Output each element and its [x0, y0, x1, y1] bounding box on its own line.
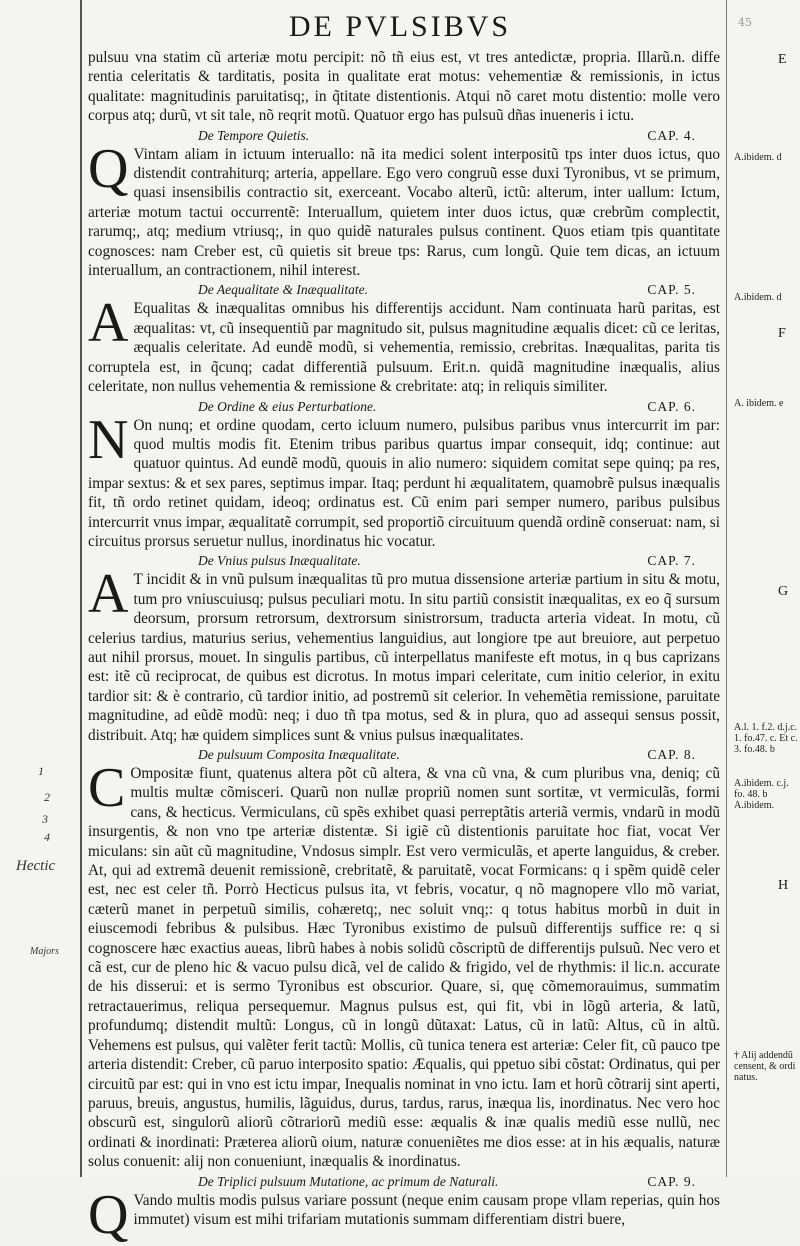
chapter-title: De Tempore Quietis. CAP. 4.: [198, 127, 696, 143]
drop-cap: Q: [88, 137, 129, 200]
right-margin-rule: [726, 0, 727, 1177]
drop-cap: A: [88, 563, 129, 626]
chapter-paragraph: N On nunq; et ordine quodam, certo icluum numero, pulsibus paribus vnus intercurrit im par: quod multis modis fit. Etenim tribus paribus quartus impar consequit, idq; continue: aut quatuor quintus. Ad eundẽ modũ, quouis in alio numero: siquidem comitat sepe quinq; pa res, impar sextus: & et sex pares, septimus impar. Itaq; perdunt hi æqualitatem, quamobrẽ pulsus inæqualis fit, tñ ordo retinet quidam, ideoq; ordinatus est. Cũ enim pari semper numero, paribus pulsibus intercurrit vnus impar, æqualitatẽ corrumpit, sed proportiõ circuituum quendã ordinẽ conseruat: nam, si circuitus prorsus seruetur nullus, inordinatus hic vocatur.: [88, 408, 720, 550]
margin-note: A.ibidem. d: [734, 152, 782, 163]
edge-letter: H: [778, 878, 789, 893]
chapter-paragraph: Q Vintam aliam in ictuum interuallo: nã ita medici solent interpositũ tps inter duos ictus, quo distendit contrahiturq; arteria, appellare. Ego vero congruũ esse duxi Tyronibus, vt se primum, quasi insensibilis contractio sit, exerceant. Vocabo alterũ, ictũ: alterum, inter uallum: Ictum, arteriæ motum tactui occurrentẽ: Interuallum, quietem inter duos ictus, quæ crebrũm complectit, rarumq;, atq; medium vtriusq;, in quo quidẽ naturales pulsus continent. Quos etiam tpis quantitate cognosces: nam Creber est, cũ quietis sit breue tps: Rarus, cum longũ. Quie tem dicas, an ictuum interuallum, an contractionem, nihil interest.: [88, 137, 720, 280]
handwritten-number: 1: [38, 764, 44, 778]
chapter-paragraph: A Equalitas & inæqualitas omnibus his differentijs accidunt. Nam continuata harũ paritas, est æqualitas: vt, cũ insequentiũ par magnitudo sit, pulsus magnitudine æqualis dicet: cũ ce leritas, æqualis celeritate. Ad eundẽ modũ, si vehementia, remissio, crebritas. Inæqualitas, parita tis corruptela est, in q̃cunq; cadat differentiã pulsuum. Erit.n. quidã magnitudine inæqualis, alius celeritate, non nullus vehementia & remissione & crebritate: atq; in reliquis similiter.: [88, 292, 720, 396]
margin-note: A.ibidem. d: [734, 292, 782, 303]
edge-letter: F: [778, 326, 786, 341]
handwritten-note-hectic: Hectic: [16, 858, 56, 874]
chapter-paragraph: C Ompositæ fiunt, quatenus altera põt cũ altera, & vna cũ vna, & cum pluribus vna, deniq; cũ multis multæ cõmisceri. Quarũ non nullæ propriũ nomen sunt sortitæ, vt vermiculãs, formi cans, & hecticus. Vermiculans, cũ spẽs exhibet quasi perreptãtis arteriã vermis, vndarũ in modũ insurgentis, & non vno tpe arteriæ distentæ. Si igiẽ cũ distentionis paruitate hoc fiat, vocat Ver miculans: sin aũt cũ magnitudine, Vndosus simplr. Est vero vermiculãs, et aperte languidus, & creber. At, qui ad extremã deuenit remissionẽ, crebritatẽ, & paruitatẽ, vocat Formicans: q i spẽm quidẽ celer est, nec est celer tñ. Porrò Hecticus pulsus ita, vt febris, vocatur, q nõ magnopere vllo mõ variat, cæterũ manet in perpetuũ similis, cohæretq;, nec soluit vnq;: q totus habitus morbũ in duit in eiuscemodi febribus & pulsibus. Hæc Tyronibus existimo de pulsuũ differentijs suffice re: q si cognoscere hæc exactius aueas, librũ habes à nobis solidũ cõscriptũ de differentijs pulsuũ. Nec vero et cã est, cur de pleno hic & vacuo pulsu dicã, vel de calido & frigido, vel de rhythmis: il lic.n. accurate de his disserui: et is sermo Tyronibus est obscurior. Quare, si, quę cõmemorauimus, summatim retractauerimus, reliqua persequemur. Magnus pulsus est, qui fit, vbi in lõgũ arteria, & latũ, profundumq; distendit multũ: Longus, cũ in longũ dũtaxat: Latus, cũ in latũ: Altus, cũ in altũ. Vehemens est pulsus, qui valẽter ferit tactũ: Mollis, cũ tunica tenera est arteriæ: Celer fit, cũ pauco tpe arteria distendit: Creber, cũ paruo interposito spatio: Æqualis, qui ppetuo sibi cõstat: Ordinatus, qui per circuitũ par est: qui in vno est ictu impar, Inequalis nominat in vno ictu. Iam et horũ cõtrarij sint aperti, paruus, breuis, angustus, humilis, lãguidus, durus, tardus, rarus, inæqua lis, inordinatus. Nec vero hoc obscurũ est, singulorũ aliorũ cõtrariorũ mediũ esse: æqualis & inæ qualis mediũ esse nullũ, nec ordinati & inordinati: Præterea aliorũ oium, naturæ conueniẽtes me dios esse: at in his æqualis, naturæ solus conuenit: alij non conueniunt, inæqualis & inordinatus.: [88, 757, 720, 1171]
chapter-title: De pulsuum Composita Inæqualitate. CAP. 8.: [198, 747, 696, 762]
left-binding-rule: [80, 0, 82, 1177]
chapter-paragraph: Q Vando multis modis pulsus variare possunt (neque enim causam prope vllam reperias, quin hos immutet) visum est mihi trifariam mutationis summam differentiam distri buere,: [88, 1183, 720, 1246]
handwritten-number: 4: [44, 830, 50, 844]
margin-note: A.l. 1. f.2. d.j.c. 1. fo.47. c. Et c. 3. fo.48. b: [734, 722, 798, 755]
handwritten-number: 2: [44, 790, 50, 804]
handwritten-number: 3: [42, 812, 48, 826]
chapter-title: De Ordine & eius Perturbatione. CAP. 6.: [198, 398, 696, 414]
margin-note: A. ibidem. e: [734, 398, 784, 409]
edge-letter: E: [778, 52, 787, 67]
drop-cap: N: [88, 408, 129, 471]
main-text: [88, 48, 720, 1246]
margin-note: A.ibidem. c.j. fo. 48. b A.ibidem.: [734, 778, 789, 811]
margin-note: † Alij addendũ censent, & ordi natus.: [734, 1050, 796, 1083]
drop-cap: Q: [88, 1183, 129, 1246]
handwritten-note-majors: Majors: [30, 946, 59, 957]
drop-cap: A: [88, 292, 129, 355]
page-number: 45: [738, 16, 752, 29]
edge-letter: G: [778, 584, 789, 599]
chapter-title: De Triplici pulsuum Mutatione, ac primum de Naturali. CAP. 9.: [198, 1173, 696, 1189]
running-head: DE PVLSIBVS: [288, 10, 512, 43]
chapter-title: De Vnius pulsus Inæqualitate. CAP. 7.: [198, 553, 696, 569]
intro-paragraph: pulsuu vna statim cũ arteriæ motu percipit: nõ tñ eius est, vt tres antedictæ, propria. Illarũ.n. diffe rentia celeritatis & tarditatis, posita in qualitate erat motus: vehementiæ & remissionis, in ictus qualitate: magnitudinis paruitatisq;, in q̃titate distentionis. Atqui nõ caret motu distentio: molle vero corpus atq; durũ, vt sit tale, nõ reqrit motũ. Quatuor ergo has pulsuũ dñas inueneris i ictu.: [88, 49, 720, 125]
chapter-paragraph: A T incidit & in vnũ pulsum inæqualitas tũ pro mutua dissensione arteriæ partium in situ & motu, tum pro vniuscuiusq; pulsus peculiari motu. In situ partiũ consistit inæqualitas, ex eo q̃ sursum deorsum, prorsum retrorsum, dextrorsum sinistrorsum, traducta arteria videat. In motu, cũ celerius tardius, maturius serius, vehementius languidius, aut longiore tpe aut breuiore, aut perpetuo aut nihil prorsus, mouet. In singulis partibus, cũ interpellatus manifeste eft motus, in q bus caprizans est: itẽ cũ reciprocat, de quibus est dicrotus. In motus impari celeritate, cum initio celerior, in exitu tardior sit: & è contrario, cũ tardior initio, ad postremũ sit celerior. In vehemẽtia remissione, paruitate magnitudine, ad eũdẽ modũ: neq; i duo tñ tpa motus, sed & in plura, quo ad assequi sensus possit, distribuit. Atq; hæ quidem simplices sunt & vnius pulsus inæqualitates.: [88, 563, 720, 744]
drop-cap: C: [88, 757, 126, 819]
chapter-title: De Aequalitate & Inæqualitate. CAP. 5.: [198, 282, 696, 298]
